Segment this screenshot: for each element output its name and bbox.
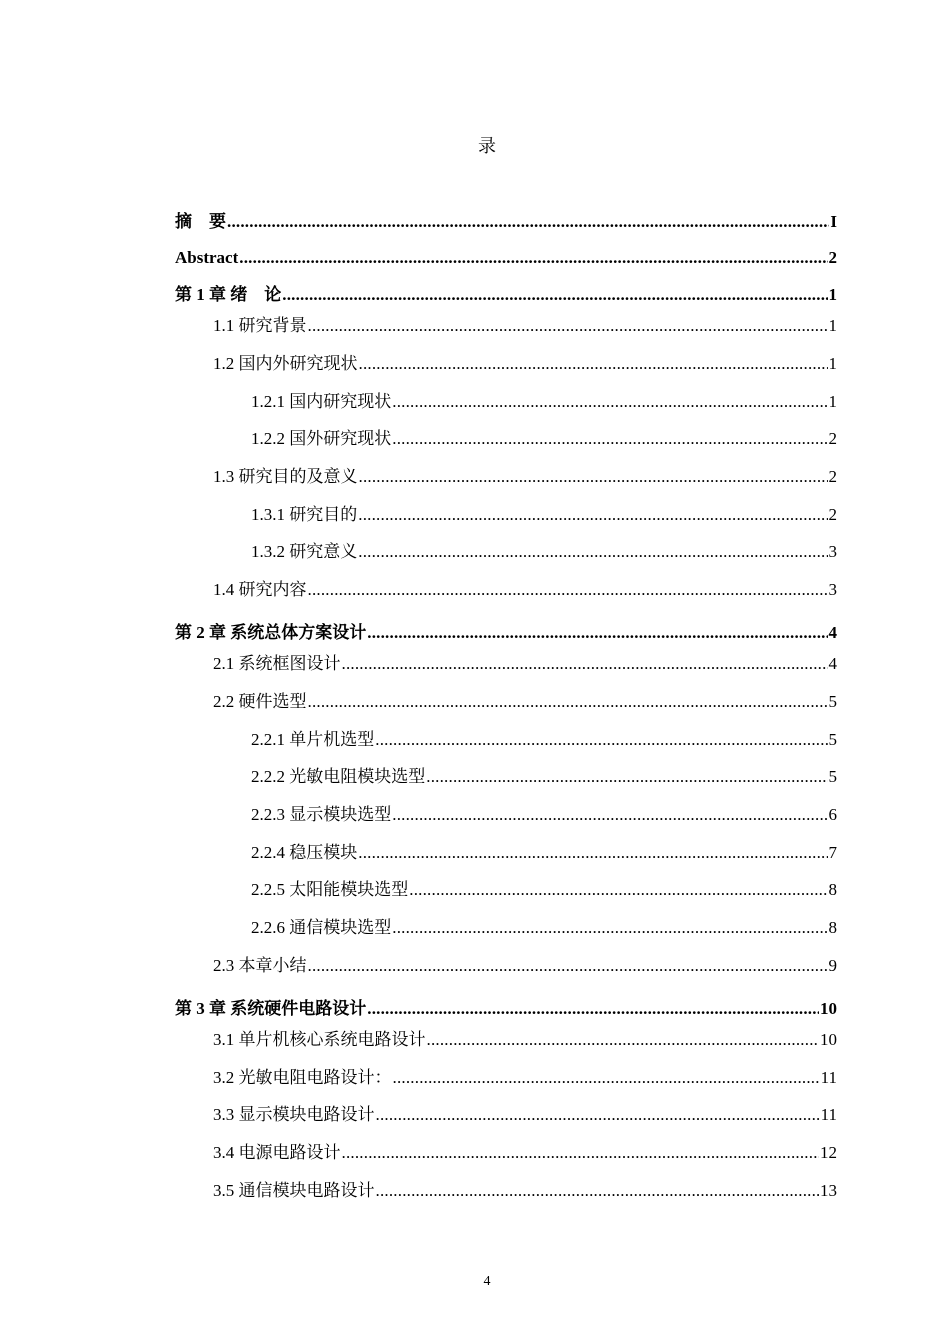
toc-entry-label: 2.2.1 单片机选型: [251, 730, 375, 749]
toc-entry-label: 1.1 研究背景: [213, 316, 307, 335]
dot-leader: [359, 352, 828, 376]
dot-leader: [358, 503, 827, 527]
toc-entry-label: 2.2.4 稳压模块: [251, 843, 358, 862]
toc-entry-label: 3.4 电源电路设计: [213, 1143, 341, 1162]
toc-entry[interactable]: [175, 246, 837, 270]
toc-entry-page: 2: [828, 467, 837, 486]
dot-leader: [367, 997, 819, 1021]
toc-entry-page: 9: [828, 956, 837, 975]
toc-entry-label: 2.2.6 通信模块选型: [251, 918, 392, 937]
toc-entry-label: Abstract: [175, 248, 239, 267]
dot-leader: [427, 1028, 820, 1052]
toc-entry-page: 1: [828, 354, 837, 373]
dot-leader: [358, 540, 827, 564]
toc-entry[interactable]: [213, 352, 837, 376]
dot-leader: [308, 954, 828, 978]
toc-entry-page: 8: [828, 880, 837, 899]
toc-entry-page: 10: [820, 1030, 837, 1049]
toc-entry[interactable]: [213, 1141, 837, 1165]
toc-entry-page: 11: [820, 1068, 837, 1087]
toc-entry[interactable]: [175, 621, 837, 645]
dot-leader: [342, 1141, 820, 1165]
toc-entry-label: 1.2.1 国内研究现状: [251, 392, 392, 411]
toc-entry-page: 13: [820, 1181, 837, 1200]
toc-entry-page: 1: [828, 392, 837, 411]
dot-leader: [282, 283, 827, 307]
toc-entry-label: 3.3 显示模块电路设计: [213, 1105, 375, 1124]
dot-leader: [393, 1066, 820, 1090]
toc-entry-page: 1: [828, 316, 837, 335]
toc-entry-page: 3: [828, 580, 837, 599]
toc-entry[interactable]: [251, 390, 837, 414]
dot-leader: [367, 621, 827, 645]
toc-entry-label: 3.2 光敏电阻电路设计：: [213, 1068, 392, 1087]
dot-leader: [359, 465, 828, 489]
toc-entry-label: 1.3.1 研究目的: [251, 505, 358, 524]
toc-entry[interactable]: [175, 997, 837, 1021]
toc-entry[interactable]: [213, 1103, 837, 1127]
dot-leader: [308, 690, 828, 714]
toc-entry-page: 2: [828, 248, 837, 267]
toc-entry-page: 2: [828, 429, 837, 448]
toc-entry-label: 第 3 章 系统硬件电路设计: [175, 999, 367, 1018]
toc-entry-label: 1.3 研究目的及意义: [213, 467, 358, 486]
dot-leader: [239, 246, 827, 270]
toc-entry[interactable]: [175, 283, 837, 307]
toc-entry[interactable]: [251, 765, 837, 789]
toc-entry[interactable]: [251, 427, 837, 451]
dot-leader: [426, 765, 827, 789]
toc-entry-page: 12: [820, 1143, 837, 1162]
dot-leader: [375, 728, 827, 752]
toc-entry-label: 2.2.3 显示模块选型: [251, 805, 392, 824]
dot-leader: [392, 803, 827, 827]
toc-entry-page: 1: [828, 285, 837, 304]
toc-entry-page: 4: [828, 654, 837, 673]
toc-entry[interactable]: [213, 1028, 837, 1052]
toc-entry-page: 5: [828, 692, 837, 711]
toc-entry[interactable]: [213, 465, 837, 489]
dot-leader: [376, 1179, 820, 1203]
toc-entry-label: 2.3 本章小结: [213, 956, 307, 975]
toc-entry-label: 1.2 国内外研究现状: [213, 354, 358, 373]
dot-leader: [227, 210, 829, 234]
dot-leader: [308, 314, 828, 338]
toc-entry[interactable]: [213, 690, 837, 714]
toc-entry-page: 4: [828, 623, 837, 642]
toc-entry-label: 第 2 章 系统总体方案设计: [175, 623, 367, 642]
toc-entry-page: 5: [828, 730, 837, 749]
toc-entry-label: 3.5 通信模块电路设计: [213, 1181, 375, 1200]
toc-entry-page: 11: [820, 1105, 837, 1124]
dot-leader: [409, 878, 827, 902]
dot-leader: [342, 652, 828, 676]
toc-entry[interactable]: [213, 954, 837, 978]
toc-entry[interactable]: [251, 728, 837, 752]
toc-entry[interactable]: [175, 210, 837, 234]
dot-leader: [392, 916, 827, 940]
toc-entry[interactable]: [213, 1179, 837, 1203]
toc-entry-label: 1.2.2 国外研究现状: [251, 429, 392, 448]
toc-entry[interactable]: [251, 878, 837, 902]
toc-entry[interactable]: [251, 916, 837, 940]
toc-entry[interactable]: [251, 803, 837, 827]
toc-entry-label: 摘 要: [175, 212, 226, 231]
toc-entry-label: 3.1 单片机核心系统电路设计: [213, 1030, 426, 1049]
toc-entry-page: 8: [828, 918, 837, 937]
toc-entry-page: 7: [828, 843, 837, 862]
toc-entry-page: 5: [828, 767, 837, 786]
toc-entry-label: 2.1 系统框图设计: [213, 654, 341, 673]
toc-entry[interactable]: [251, 503, 837, 527]
dot-leader: [392, 427, 827, 451]
toc-entry-label: 第 1 章 绪 论: [175, 285, 282, 304]
page-number: 4: [483, 1274, 491, 1289]
toc-entry-page: 10: [820, 999, 837, 1018]
toc-entry-page: 6: [828, 805, 837, 824]
toc-entry-label: 2.2 硬件选型: [213, 692, 307, 711]
toc-entry-label: 2.2.5 太阳能模块选型: [251, 880, 409, 899]
toc-entry-label: 1.3.2 研究意义: [251, 542, 358, 561]
toc-entry[interactable]: [213, 578, 837, 602]
toc-entry[interactable]: [251, 841, 837, 865]
toc-entry-page: 2: [828, 505, 837, 524]
dot-leader: [376, 1103, 820, 1127]
toc-entry-label: 2.2.2 光敏电阻模块选型: [251, 767, 426, 786]
toc-title: 录: [478, 136, 496, 156]
toc-entry[interactable]: [251, 540, 837, 564]
toc-entry[interactable]: [213, 652, 837, 676]
dot-leader: [308, 578, 828, 602]
toc-entry-page: I: [830, 212, 837, 231]
toc-entry-label: 1.4 研究内容: [213, 580, 307, 599]
dot-leader: [358, 841, 827, 865]
toc-entry[interactable]: [213, 314, 837, 338]
dot-leader: [392, 390, 827, 414]
toc-entry[interactable]: [213, 1066, 837, 1090]
toc-entry-page: 3: [828, 542, 837, 561]
